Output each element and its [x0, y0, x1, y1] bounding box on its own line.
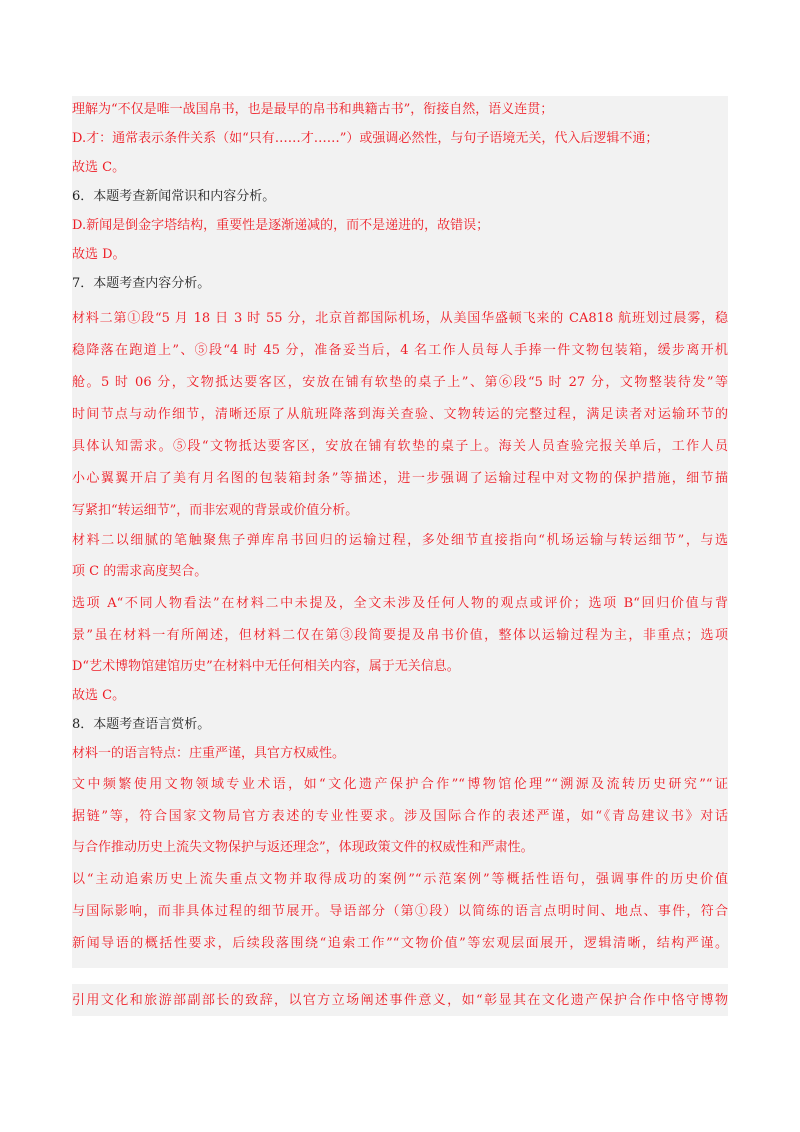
text-line: 理解为“不仅是唯一战国帛书，也是最早的帛书和典籍古书”，衔接自然，语义连贯；	[72, 102, 554, 117]
text-line: 故选 C。	[72, 688, 126, 703]
question-heading: 6．本题考查新闻常识和内容分析。	[72, 189, 276, 204]
text-line: 稳降落在跑道上”、⑤段“4 时 45 分，准备妥当后，4 名工作人员每人手捧一件文物包装箱，缓步离开机	[72, 343, 728, 358]
text-line: 材料一的语言特点：庄重严谨，具官方权威性。	[72, 746, 346, 761]
text-line: D.才：通常表示条件关系（如“只有……才……”）或强调必然性，与句子语境无关，代入后逻辑不通；	[72, 131, 659, 146]
text-line: 舱。5 时 06 分，文物抵达要客区，安放在铺有软垫的桌子上”、第⑥段“5 时 27 分，文物整装待发”等	[72, 375, 728, 390]
text-line: 与国际影响，而非具体过程的细节展开。导语部分（第①段）以简练的语言点明时间、地点、事件，符合	[72, 904, 728, 919]
text-line: 具体认知需求。⑤段“文物抵达要客区，安放在铺有软垫的桌子上。海关人员查验完报关单后，工作人员	[72, 439, 728, 454]
text-line: 文中频繁使用文物领域专业术语，如“文化遗产保护合作”“博物馆伦理”“溯源及流转历史研究”“证	[72, 777, 728, 792]
text-line: 故选 C。	[72, 160, 126, 175]
text-line: 时间节点与动作细节，清晰还原了从航班降落到海关查验、文物转运的完整过程，满足读者对运输环节的	[72, 407, 728, 422]
text-line: 写紧扣“转运细节”，而非宏观的背景或价值分析。	[72, 503, 359, 518]
text-line: 项 C 的需求高度契合。	[72, 564, 208, 579]
text-line: 材料二第①段“5 月 18 日 3 时 55 分，北京首都国际机场，从美国华盛顿飞来的 CA818 航班划过晨雾，稳	[72, 311, 728, 326]
text-line: 以“主动追索历史上流失重点文物并取得成功的案例”“示范案例”等概括性语句，强调事件的历史价值	[72, 872, 728, 887]
question-heading: 7．本题考查内容分析。	[72, 276, 211, 291]
text-line: D“艺术博物馆建馆历史”在材料中无任何相关内容，属于无关信息。	[72, 659, 460, 674]
text-line: 新闻导语的概括性要求，后续段落围绕“追索工作”“文物价值”等宏观层面展开，逻辑清晰，结构严谨。	[72, 936, 728, 951]
text-line: D.新闻是倒金字塔结构，重要性是逐渐递减的，而不是递进的，故错误；	[72, 218, 490, 233]
question-heading: 8．本题考查语言赏析。	[72, 717, 211, 732]
text-line: 小心翼翼开启了美有月名图的包装箱封条”等描述，进一步强调了运输过程中对文物的保护措施，细节描	[72, 471, 728, 486]
text-line: 景”虽在材料一有所阐述，但材料二仅在第③段简要提及帛书价值，整体以运输过程为主，非重点；选项	[72, 628, 728, 643]
text-line: 与合作推动历史上流失文物保护与返还理念”，体现政策文件的权威性和严肃性。	[72, 840, 534, 855]
text-line: 据链”等，符合国家文物局官方表述的专业性要求。涉及国际合作的表述严谨，如“《青岛建议书》对话	[72, 809, 728, 824]
text-line: 选项 A“不同人物看法”在材料二中未提及，全文未涉及任何人物的观点或评价；选项 B“回归价值与背	[72, 596, 728, 611]
text-line: 材料二以细腻的笔触聚焦子弹库帛书回归的运输过程，多处细节直接指向“机场运输与转运细节”，与选	[72, 533, 728, 548]
text-line: 引用文化和旅游部副部长的致辞，以官方立场阐述事件意义，如“彰显其在文化遗产保护合作中恪守博物	[72, 993, 728, 1008]
text-line: 故选 D。	[72, 247, 126, 262]
